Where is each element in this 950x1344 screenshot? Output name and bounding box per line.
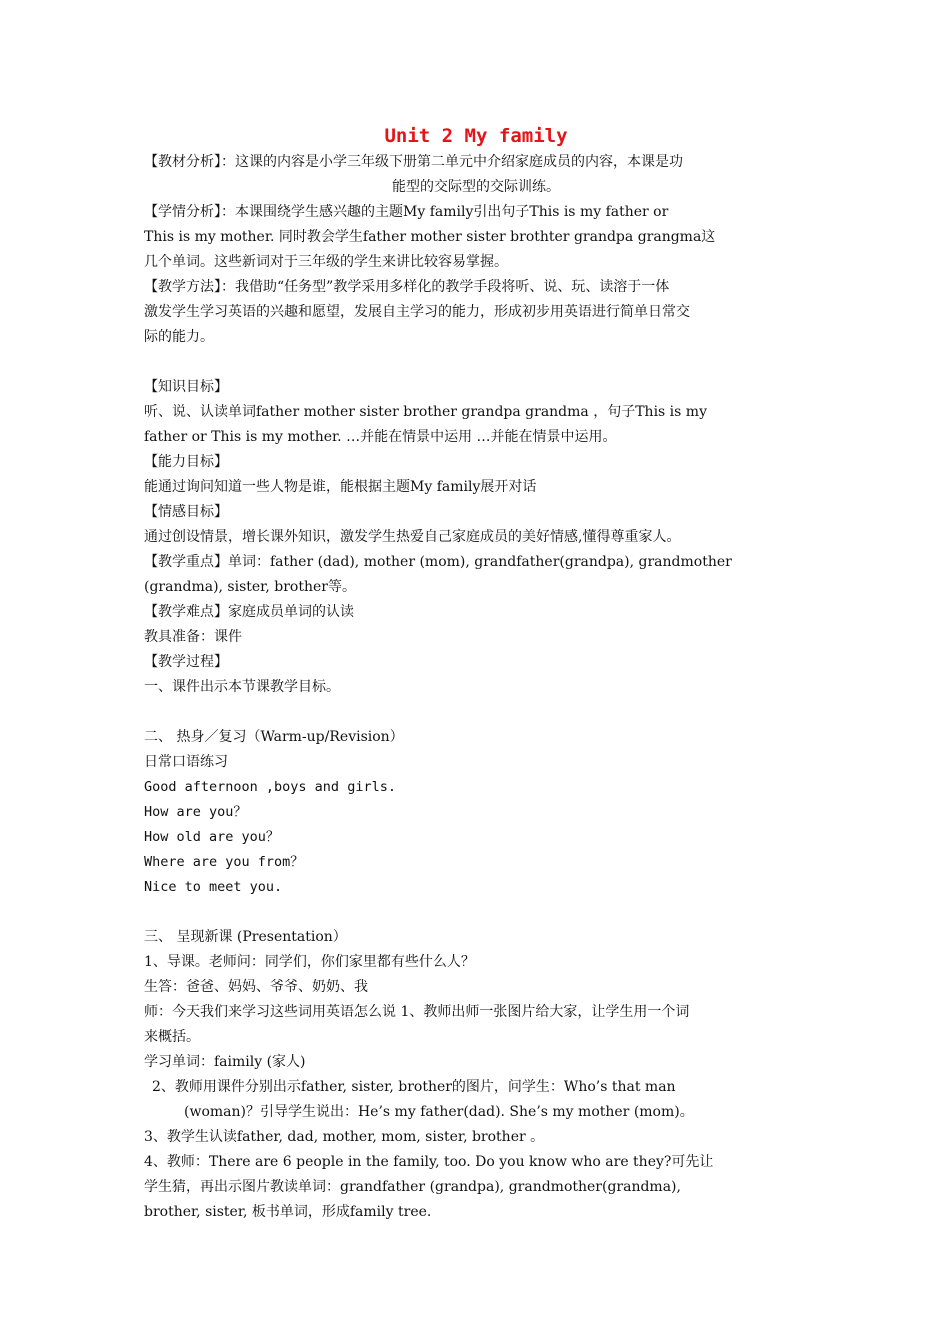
paragraph-line: (grandma), sister, brother等。 bbox=[144, 579, 356, 595]
section-heading: 三、 呈现新课 (Presentation） bbox=[144, 929, 347, 945]
paragraph-line: 日常口语练习 bbox=[144, 754, 228, 770]
paragraph-line: 听、说、认读单词father mother sister brother grandpa grandma ，句子This is my bbox=[144, 404, 707, 420]
paragraph-line: 【学情分析】：本课围绕学生感兴趣的主题My family引出句子This is my father or bbox=[144, 204, 669, 220]
paragraph-line: 2、教师用课件分别出示father, sister, brother的图片，问学生：Who’s that man bbox=[152, 1079, 676, 1095]
paragraph-line: (woman)？引导学生说出：He’s my father(dad). She’s my mother (mom)。 bbox=[184, 1104, 694, 1120]
paragraph-line: 几个单词。这些新词对于三年级的学生来讲比较容易掌握。 bbox=[144, 254, 508, 270]
paragraph-line: 1、导课。老师问：同学们，你们家里都有些什么人？ bbox=[144, 954, 475, 970]
document-title: Unit 2 My family bbox=[384, 125, 568, 147]
dialogue-line: Where are you from？ bbox=[144, 854, 304, 870]
paragraph-line: 师：今天我们来学习这些词用英语怎么说 1、教师出师一张图片给大家，让学生用一个词 bbox=[144, 1004, 690, 1020]
blank-line bbox=[144, 700, 808, 725]
paragraph-line: 生答：爸爸、妈妈、爷爷、奶奶、我 bbox=[144, 979, 368, 995]
paragraph-line: 际的能力。 bbox=[144, 329, 214, 345]
section-heading: 二、 热身／复习（Warm-up/Revision） bbox=[144, 729, 404, 745]
paragraph-line: 激发学生学习英语的兴趣和愿望，发展自主学习的能力，形成初步用英语进行简单日常交 bbox=[144, 304, 690, 320]
dialogue-line: Nice to meet you. bbox=[144, 879, 283, 895]
blank-line bbox=[144, 900, 808, 925]
paragraph-line: 通过创设情景，增长课外知识，激发学生热爱自己家庭成员的美好情感,懂得尊重家人。 bbox=[144, 529, 681, 545]
paragraph-line: 【教材分析】：这课的内容是小学三年级下册第二单元中介绍家庭成员的内容，本课是功 bbox=[144, 154, 683, 170]
dialogue-line: Good afternoon ,boys and girls. bbox=[144, 779, 396, 795]
paragraph-line: 能型的交际型的交际训练。 bbox=[392, 179, 560, 195]
paragraph-line: brother, sister, 板书单词，形成family tree. bbox=[144, 1204, 432, 1220]
dialogue-line: How old are you？ bbox=[144, 829, 280, 845]
dialogue-line: How are you？ bbox=[144, 804, 247, 820]
paragraph-line: 【教学重点】单词：father (dad), mother (mom), grandfather(grandpa), grandmother bbox=[144, 554, 732, 570]
paragraph-line: 教具准备：课件 bbox=[144, 629, 242, 645]
paragraph-line: 【教学难点】家庭成员单词的认读 bbox=[144, 604, 354, 620]
section-heading: 【情感目标】 bbox=[144, 504, 228, 520]
blank-line bbox=[144, 350, 808, 375]
section-heading: 【知识目标】 bbox=[144, 379, 228, 395]
section-heading: 【能力目标】 bbox=[144, 454, 228, 470]
paragraph-line: 来概括。 bbox=[144, 1029, 200, 1045]
paragraph-line: This is my mother. 同时教会学生father mother sister brothter grandpa grangma这 bbox=[144, 229, 716, 245]
section-heading: 【教学过程】 bbox=[144, 654, 228, 670]
paragraph-line: 学生猜，再出示图片教读单词：grandfather (grandpa), grandmother(grandma), bbox=[144, 1179, 681, 1195]
paragraph-line: 一、课件出示本节课教学目标。 bbox=[144, 679, 340, 695]
paragraph-line: father or This is my mother. …并能在情景中运用 …并能在情景中运用。 bbox=[144, 429, 617, 445]
paragraph-line: 4、教师：There are 6 people in the family, too. Do you know who are they?可先让 bbox=[144, 1154, 714, 1170]
document-page bbox=[144, 122, 808, 1225]
paragraph-line: 学习单词：faimily (家人) bbox=[144, 1054, 306, 1070]
paragraph-line: 【教学方法】：我借助“任务型”教学采用多样化的教学手段将听、说、玩、读溶于一体 bbox=[144, 279, 670, 295]
paragraph-line: 能通过询问知道一些人物是谁，能根据主题My family展开对话 bbox=[144, 479, 537, 495]
paragraph-line: 3、教学生认读father, dad, mother, mom, sister, brother 。 bbox=[144, 1129, 545, 1145]
